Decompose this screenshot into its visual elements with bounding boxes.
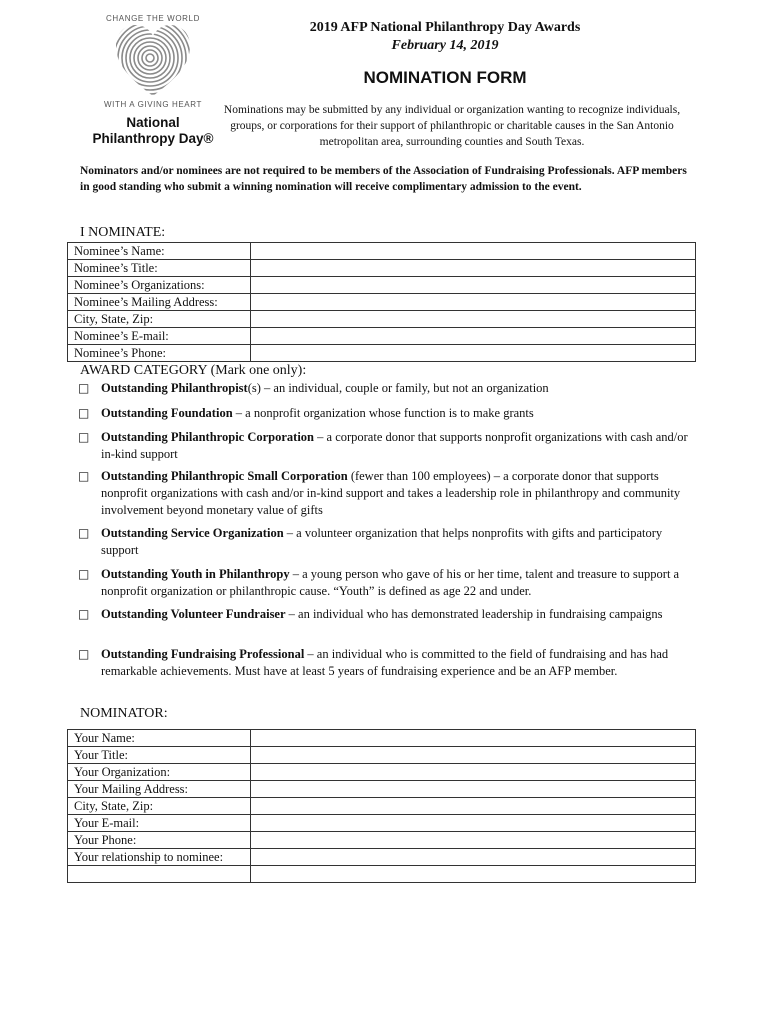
nominator-field-input[interactable] [251,781,696,798]
nominee-field-input[interactable] [251,311,696,328]
award-text [101,646,698,680]
nominator-row [68,849,696,866]
award-checkbox[interactable]: □ [78,469,90,483]
award-description: – an individual who has demonstrated leadership in fundraising campaigns [285,607,663,621]
nominee-row [68,345,696,362]
award-description: – a nonprofit organization whose function is to make grants [232,406,534,420]
award-name: Outstanding Volunteer Fundraiser [101,607,286,621]
nominator-row [68,747,696,764]
nominee-field-input[interactable] [251,345,696,362]
award-description: – a volunteer organization that helps nonprofits with gifts and participatory support [101,526,663,557]
intro-paragraph: Nominations may be submitted by any individual or organization wanting to recognize individuals, groups, or corporations for their support of philanthropic or charitable causes in the San Antonio metropolitan area, surrounding counties and South Texas. [223,104,681,148]
event-date: February 14, 2019 [391,38,499,53]
nominator-field-input[interactable] [251,849,696,866]
award-text [101,468,698,519]
nominator-heading: NOMINATOR: [80,706,168,721]
page-title: 2019 AFP National Philanthropy Day Awards [309,20,581,35]
nominee-field-label: Nominee’s E-mail: [68,328,251,345]
nominator-field-input[interactable] [251,730,696,747]
award-text [101,566,698,600]
form-title: NOMINATION FORM [363,68,527,87]
award-name: Outstanding Philanthropist [101,381,248,395]
award-text [101,525,698,559]
nominator-row [68,730,696,747]
nominator-row [68,798,696,815]
nominator-field-label: Your Name: [68,730,251,747]
fingerprint-heart-icon [114,24,192,98]
nominator-field-label: City, State, Zip: [68,798,251,815]
nominee-field-label: City, State, Zip: [68,311,251,328]
award-text [101,380,698,397]
award-name: Outstanding Philanthropic Corporation [101,430,315,444]
nominator-table [67,729,696,883]
nominee-field-input[interactable] [251,328,696,345]
award-checkbox[interactable]: □ [78,430,90,444]
nominator-field-label: Your Organization: [68,764,251,781]
nominator-field-label: Your Mailing Address: [68,781,251,798]
award-checkbox[interactable]: □ [78,607,90,621]
award-name: Outstanding Philanthropic Small Corporation [101,469,348,483]
award-checkbox[interactable]: □ [78,647,90,661]
logo-top-text: CHANGE THE WORLD [106,14,200,23]
membership-notice: Nominators and/or nominees are not required to be members of the Association of Fundraising Professionals. AFP members in good standing who submit a winning nomination will receive complimentary admission to the event. [80,165,687,193]
award-option [78,380,698,397]
nominee-field-label: Nominee’s Title: [68,260,251,277]
logo-mid-text: WITH A GIVING HEART [104,100,202,109]
award-description: – a corporate donor that supports nonprofit organizations with cash and/or in-kind support [101,430,688,461]
award-option [78,525,698,559]
nominator-field-input[interactable] [251,832,696,849]
award-checkbox[interactable]: □ [78,381,90,395]
award-checkbox[interactable]: □ [78,567,90,581]
award-name: Outstanding Foundation [101,406,233,420]
nominee-row [68,328,696,345]
nominator-row [68,764,696,781]
nominee-row [68,260,696,277]
award-option [78,566,698,600]
nominee-field-label: Nominee’s Mailing Address: [68,294,251,311]
nominee-row [68,294,696,311]
nominator-field-label: Your relationship to nominee: [68,849,251,866]
nominee-field-input[interactable] [251,277,696,294]
nominator-field-label: Your E-mail: [68,815,251,832]
award-description: (fewer than 100 employees) – a corporate donor that supports nonprofit organizations with cash and/or in-kind support and takes a leadership role in philanthropy and community involvement beyond monetary value of gifts [101,469,681,517]
logo-brand-line1: National [126,115,180,130]
award-option [78,429,698,463]
award-name: Outstanding Fundraising Professional [101,647,305,661]
nominator-row [68,832,696,849]
nominator-field-input[interactable] [251,815,696,832]
award-text [101,429,698,463]
award-checkbox[interactable]: □ [78,406,90,420]
nominator-field-label [68,866,251,883]
award-checkbox[interactable]: □ [78,526,90,540]
award-text [101,606,698,623]
nominee-field-label: Nominee’s Name: [68,243,251,260]
nominator-field-label: Your Phone: [68,832,251,849]
nominee-row [68,311,696,328]
nominee-field-input[interactable] [251,260,696,277]
nominator-row [68,781,696,798]
award-description: – an individual who is committed to the field of fundraising and has had remarkable achievements. Must have at least 5 years of fundraising experience and be an AFP member. [101,647,669,678]
award-category-heading: AWARD CATEGORY (Mark one only): [80,363,307,378]
npd-logo [78,14,228,154]
nominee-row [68,243,696,260]
award-option [78,606,698,623]
nominator-field-input[interactable] [251,798,696,815]
award-option [78,405,698,422]
nominator-row [68,815,696,832]
award-option [78,646,698,680]
nominee-field-input[interactable] [251,243,696,260]
nominator-field-input[interactable] [251,764,696,781]
award-description: (s) – an individual, couple or family, but not an organization [247,381,549,395]
award-name: Outstanding Youth in Philanthropy [101,567,290,581]
award-text [101,405,698,422]
nominee-field-label: Nominee’s Phone: [68,345,251,362]
award-description: – a young person who gave of his or her time, talent and treasure to support a nonprofit organization or philanthropic cause. “Youth” is defined as age 22 and under. [101,567,680,598]
nominee-row [68,277,696,294]
logo-brand-line2: Philanthropy Day® [92,131,214,146]
nominator-row [68,866,696,883]
nominee-field-input[interactable] [251,294,696,311]
nominator-field-input[interactable] [251,866,696,883]
nominee-table [67,242,696,362]
nominee-heading: I NOMINATE: [80,225,166,240]
nominator-field-input[interactable] [251,747,696,764]
logo-brand [78,115,228,147]
nominator-field-label: Your Title: [68,747,251,764]
nominee-field-label: Nominee’s Organizations: [68,277,251,294]
award-option [78,468,698,519]
award-name: Outstanding Service Organization [101,526,284,540]
